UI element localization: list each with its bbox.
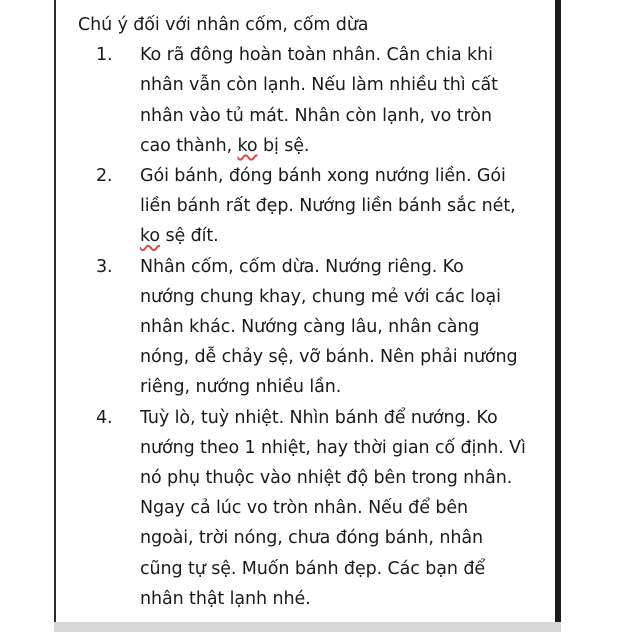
list-item-number: 3. [96,256,113,277]
text-line: ngoài, trời nóng, chưa đóng bánh, nhân [140,528,483,549]
list-item-text [140,252,518,403]
text-line: cũng tự sệ. Muốn bánh đẹp. Các bạn để [140,558,486,579]
list-item-number: 2. [96,166,113,187]
text-line: riêng, nướng nhiều lần. [140,377,342,398]
list-item [78,161,548,252]
text-line [140,131,498,161]
note-title: Chú ý đối với nhân cốm, cốm dừa [78,15,369,35]
text-line: Ngay cả lúc vo tròn nhân. Nếu để bên [140,498,468,519]
text-line: nóng, dễ chảy sệ, vỡ bánh. Nên phải nướng [140,347,518,368]
list-item-text [140,40,498,161]
list-item-text [140,403,526,614]
list-item-number: 1. [96,45,113,66]
text-line: nhân vẫn còn lạnh. Nếu làm nhiều thì cất [140,75,498,96]
spellcheck-flagged-word[interactable]: ko [140,226,161,247]
spellcheck-flagged-word[interactable]: ko [237,135,258,156]
text-line: nhân khác. Nướng càng lâu, nhân càng [140,317,480,338]
text-line: liền bánh rất đẹp. Nướng liền bánh sắc nét, [140,196,516,217]
text-segment: cao thành, [140,135,238,156]
text-line: Nhân cốm, cốm dừa. Nướng riêng. Ko [140,256,464,277]
list-item [78,403,548,614]
text-line: nó phụ thuộc vào nhiệt độ bên trong nhân. [140,468,513,489]
text-line: Gói bánh, đóng bánh xong nướng liền. Gói [140,166,506,187]
text-line [140,221,516,251]
text-segment: bị sệ. [257,135,310,156]
text-line: Ko rã đông hoàn toàn nhân. Cân chia khi [140,45,493,66]
text-line: Tuỳ lò, tuỳ nhiệt. Nhìn bánh để nướng. Ko [140,407,498,428]
bottom-bar [54,622,561,632]
text-line: nướng chung khay, chung mẻ với các loại [140,286,501,307]
frame-right-edge [555,0,561,632]
list-item [78,252,548,403]
list-item-text [140,161,516,252]
text-segment: sệ đít. [160,226,219,247]
text-line: nhân thật lạnh nhé. [140,588,311,609]
list-item-number: 4. [96,407,113,428]
text-line: nướng theo 1 nhiệt, hay thời gian cố định. Vì [140,437,526,458]
note-list [78,40,548,614]
note-content [78,10,548,614]
text-line: nhân vào tủ mát. Nhân còn lạnh, vo tròn [140,105,492,126]
list-item [78,40,548,161]
